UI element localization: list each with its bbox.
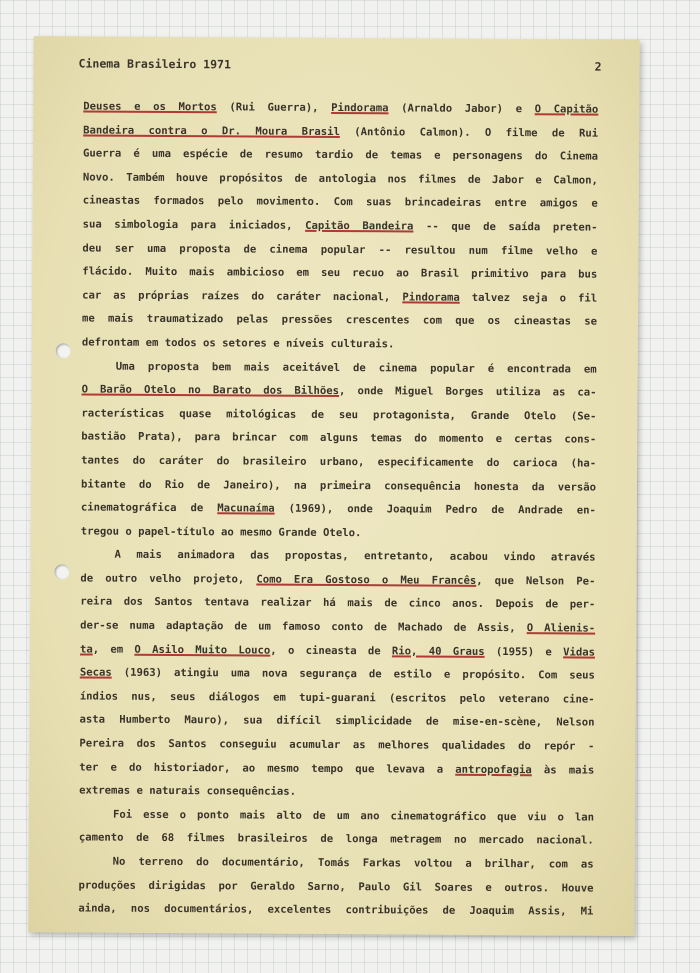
text-segment: Uma proposta bem mais aceitável de cinema popular é encontrada em: [115, 360, 597, 376]
body-text: [78, 95, 598, 924]
text-line: [78, 874, 593, 901]
text-line: [80, 662, 595, 689]
text-line: [81, 473, 596, 500]
text-segment: flácido. Muito mais ambicioso em seu recuo ao Brasil primitivo para bus: [82, 265, 598, 281]
text-segment: Pereira dos Santos conseguiu acumular as melhores qualidades do repór -: [79, 737, 595, 753]
text-segment: racterísticas quase mitológicas de seu protagonista, Grande Otelo (Se-: [81, 407, 597, 423]
page-header: [78, 56, 601, 79]
text-segment: , em: [92, 643, 135, 656]
text-segment: cineastas formados pelo movimento. Com suas brincadeiras entre amigos e: [82, 194, 598, 210]
text-segment: extremas e naturais consequências.: [79, 784, 297, 798]
text-segment: ter e do historiador, ao mesmo tempo que levava a: [79, 761, 456, 776]
text-line: [83, 166, 598, 193]
text-line: [79, 756, 594, 783]
underlined-title: Vidas: [563, 646, 596, 659]
text-segment: Foi esse o ponto mais alto de um ano cinematográfico que viu o lan: [112, 808, 595, 824]
text-line: [82, 261, 597, 288]
text-segment: (Antônio Calmon). O filme de Rui: [339, 125, 599, 140]
text-segment: cinematográfica de: [80, 501, 218, 515]
text-segment: der-se numa adaptação de um famoso conto de Machado de Assis,: [80, 619, 527, 635]
text-segment: me mais traumatizado pelas pressões crescentes com que os cineastas se: [81, 312, 598, 328]
text-line: [82, 331, 597, 358]
header-title: Cinema Brasileiro 1971: [78, 56, 231, 72]
text-line: [79, 850, 594, 877]
text-line: [80, 615, 595, 642]
text-segment: (1963) atingiu uma nova segurança de estilo e propósito. Com seus: [111, 666, 595, 682]
text-line: [82, 237, 597, 264]
underlined-title: Bandeira contra o Dr. Moura Brasil: [83, 124, 340, 138]
text-segment: , o cineasta de: [270, 644, 392, 658]
text-segment: (Arnaldo Jabor) e: [388, 102, 535, 116]
underlined-title: O Barão Otelo no Barato dos Bilhões: [81, 383, 340, 398]
text-segment: bitante do Rio de Janeiro), na primeira consequência honesta da versão: [80, 477, 597, 494]
underlined-title: O Capitão: [534, 103, 599, 116]
text-segment: Novo. Também houve propósitos de antologia nos filmes de Jabor e Calmon,: [82, 171, 598, 187]
text-line: [82, 308, 597, 335]
punch-hole: [54, 564, 69, 579]
text-segment: talvez seja o fil: [459, 291, 598, 305]
text-segment: asta Humberto Mauro), sua difícil simplicidade de mise-en-scène, Nelson: [79, 713, 595, 730]
text-segment: (1969), onde Joaquim Pedro de Andrade en-: [274, 502, 596, 517]
text-line: [81, 520, 596, 547]
text-line: [81, 402, 596, 429]
underlined-title: O Alienis-: [526, 622, 596, 635]
text-segment: , onde Miguel Borges utiliza as ca-: [339, 385, 597, 399]
text-line: [80, 567, 595, 594]
text-segment: deu ser uma proposta de cinema popular -- resultou num filme velho e: [82, 242, 598, 258]
underlined-title: Macunaíma: [217, 502, 275, 515]
text-line: [79, 827, 594, 854]
text-segment: produções dirigidas por Geraldo Sarno, Paulo Gil Soares e outros. Houve: [78, 879, 594, 895]
punch-hole: [56, 343, 71, 358]
text-line: [83, 119, 598, 146]
text-segment: sua simbologia para iniciados,: [82, 218, 306, 232]
text-segment: (Rui Guerra),: [216, 101, 332, 114]
underlined-title: antropofagia: [455, 763, 532, 776]
text-line: [79, 803, 594, 830]
underlined-title: Pindorama: [402, 291, 460, 304]
text-segment: tantes do caráter do brasileiro urbano, especificamente do carioca (ha-: [81, 454, 597, 470]
text-segment: bastião Prata), para brincar com alguns temas do momento e certas cons-: [81, 430, 597, 446]
text-segment: tregou o papel-título ao mesmo Grande Otelo.: [80, 525, 362, 539]
text-segment: car as próprias raízes do caráter nacional,: [82, 289, 403, 304]
underlined-title: Como Era Gostoso o Meu Francês: [256, 573, 477, 587]
text-segment: reira dos Santos tentava realizar há mais de cinco anos. Depois de per-: [80, 595, 596, 612]
text-segment: , que Nelson Pe-: [476, 574, 596, 588]
underlined-title: Rio, 40 Graus: [391, 645, 485, 658]
text-line: [83, 213, 598, 240]
text-line: [83, 190, 598, 217]
page-number: 2: [594, 59, 602, 74]
text-line: [82, 379, 597, 406]
text-segment: çamento de 68 filmes brasileiros de longa metragem no mercado nacional.: [78, 831, 594, 847]
text-line: [80, 685, 595, 712]
text-line: [80, 544, 595, 571]
underlined-title: Pindorama: [331, 101, 389, 115]
text-line: [81, 497, 596, 524]
text-line: [82, 355, 597, 382]
text-segment: No terreno do documentário, Tomás Farkas voltou a brilhar, com as: [112, 855, 594, 871]
underlined-title: Capitão Bandeira: [305, 219, 414, 233]
text-line: [79, 732, 594, 759]
text-segment: (1955) e: [484, 645, 564, 659]
underlined-title: ta: [79, 643, 93, 656]
text-segment: às mais: [531, 763, 595, 777]
text-line: [79, 709, 594, 736]
text-line: [82, 284, 597, 311]
text-segment: índios nus, seus diálogos em tupi-guarani (escritos pelo veterano cine-: [79, 690, 595, 706]
text-segment: -- que de saída preten-: [413, 220, 598, 234]
text-line: [83, 95, 598, 122]
text-line: [83, 143, 598, 170]
text-line: [78, 898, 593, 925]
text-segment: de outro velho projeto,: [80, 572, 257, 586]
underlined-title: O Asilo Muito Louco: [134, 643, 271, 657]
text-segment: A mais animadora das propostas, entretanto, acabou vindo através: [114, 548, 596, 564]
text-line: [80, 591, 595, 618]
text-segment: ainda, nos documentários, excelentes contribuições de Joaquim Assis, Mi: [78, 902, 594, 918]
underlined-title: Secas: [79, 666, 112, 679]
text-line: [80, 638, 595, 665]
typewritten-page: [28, 36, 639, 936]
text-line: [81, 426, 596, 453]
text-segment: Guerra é uma espécie de resumo tardio de temas e personagens do Cinema: [82, 147, 599, 163]
underlined-title: Deuses e os Mortos: [83, 100, 217, 114]
text-segment: defrontam em todos os setores e níveis culturais.: [81, 336, 395, 351]
text-line: [81, 449, 596, 476]
text-line: [79, 780, 594, 807]
